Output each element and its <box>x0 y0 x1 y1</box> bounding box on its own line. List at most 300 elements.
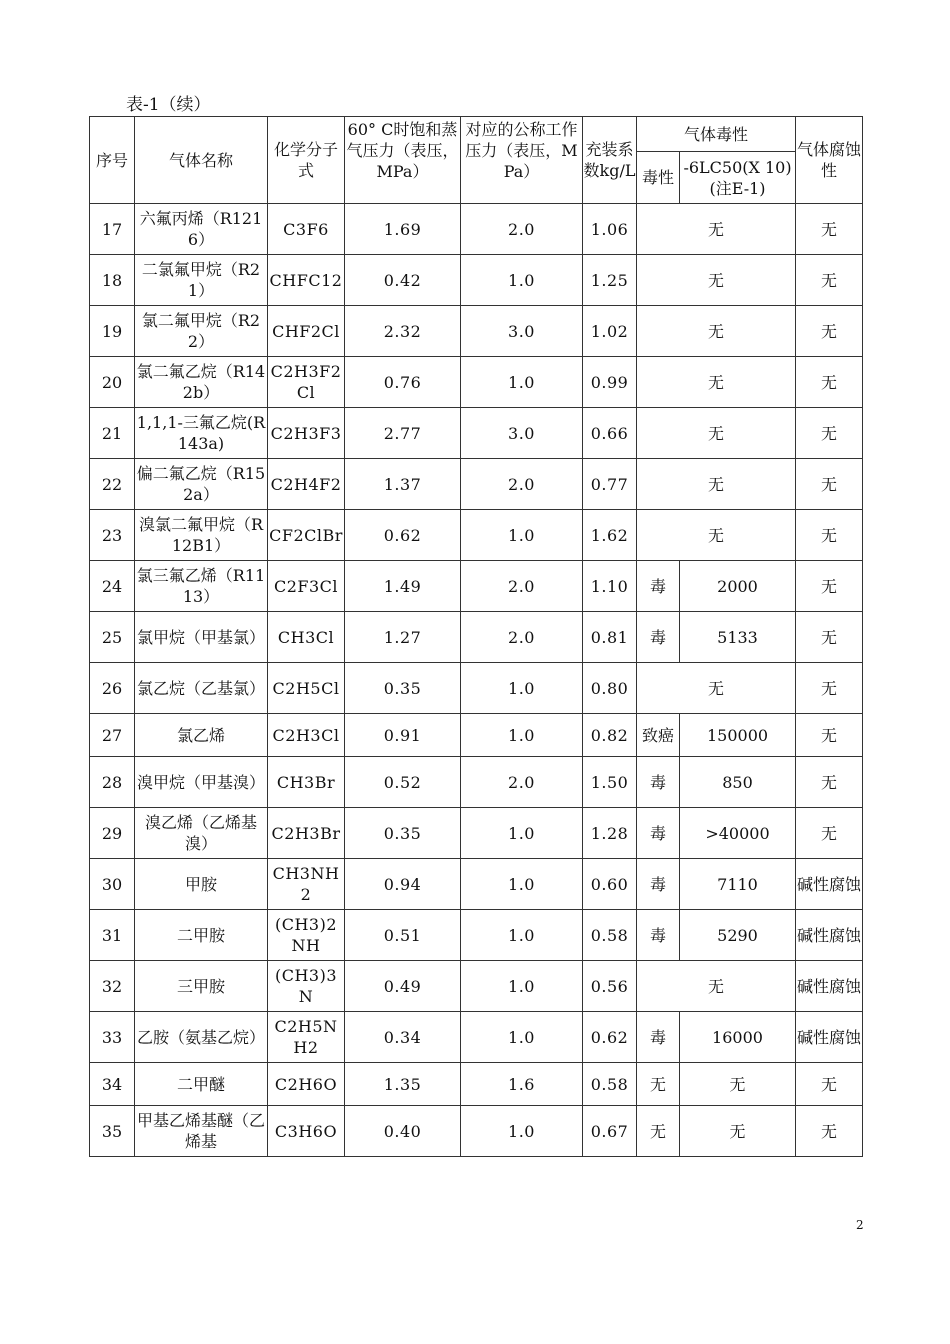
cell-toxicity <box>637 910 680 961</box>
cell-name-text: 氯乙烯 <box>176 725 225 745</box>
cell-formula <box>268 961 345 1012</box>
cell-corrosive <box>796 255 863 306</box>
cell-corrosive-text: 无 <box>821 372 838 392</box>
cell-name-text: 1,1,1-三氟乙烷(R143a) <box>136 413 266 453</box>
cell-name-text: 氯二氟甲烷（R22） <box>141 311 261 351</box>
table-row <box>90 1012 863 1063</box>
cell-seq-text: 32 <box>101 976 123 996</box>
cell-seq <box>90 561 135 612</box>
cell-saturation-pressure <box>345 306 461 357</box>
table-row <box>90 561 863 612</box>
cell-saturation-pressure-text: 0.52 <box>383 772 422 792</box>
cell-corrosive-text: 无 <box>821 678 838 698</box>
cell-toxicity-text: 无 <box>649 1121 666 1141</box>
cell-formula <box>268 306 345 357</box>
cell-fill-coefficient-text: 1.06 <box>590 219 629 239</box>
cell-nominal-pressure-text: 3.0 <box>508 321 535 341</box>
cell-nominal-pressure <box>461 859 583 910</box>
cell-name-text: 乙胺（氨基乙烷） <box>136 1027 265 1047</box>
cell-name-text: 二甲醚 <box>176 1074 225 1094</box>
cell-toxicity-text: 无 <box>649 1074 666 1094</box>
cell-nominal-pressure-text: 2.0 <box>508 627 535 647</box>
cell-corrosive <box>796 357 863 408</box>
cell-name <box>135 1012 268 1063</box>
cell-nominal-pressure <box>461 1106 583 1157</box>
cell-toxicity-text: 致癌 <box>641 725 674 745</box>
cell-toxicity-merged-text: 无 <box>708 321 725 341</box>
cell-name-text: 三甲胺 <box>176 976 225 996</box>
cell-corrosive-text: 碱性腐蚀 <box>797 1027 862 1047</box>
cell-toxicity <box>637 1063 680 1106</box>
cell-saturation-pressure <box>345 910 461 961</box>
cell-formula-text: C2H3F3 <box>270 423 342 443</box>
header-formula: 化学分子式 <box>268 117 345 204</box>
cell-fill-coefficient <box>583 510 637 561</box>
cell-nominal-pressure <box>461 561 583 612</box>
cell-seq <box>90 961 135 1012</box>
cell-formula <box>268 1012 345 1063</box>
cell-name-text: 溴氯二氟甲烷（R12B1） <box>138 515 264 555</box>
cell-name-text: 溴乙烯（乙烯基溴） <box>144 813 257 853</box>
cell-nominal-pressure <box>461 714 583 757</box>
cell-corrosive-text: 无 <box>821 1074 838 1094</box>
cell-formula <box>268 757 345 808</box>
table-row <box>90 808 863 859</box>
cell-formula <box>268 204 345 255</box>
cell-name <box>135 663 268 714</box>
header-nominal-pressure-text: 对应的公称工作压力（表压，MPa） <box>465 120 578 181</box>
cell-saturation-pressure-text: 0.35 <box>383 678 422 698</box>
table-row <box>90 714 863 757</box>
table-row <box>90 859 863 910</box>
cell-fill-coefficient-text: 0.77 <box>590 474 629 494</box>
table-row <box>90 408 863 459</box>
cell-saturation-pressure-text: 1.37 <box>383 474 422 494</box>
cell-corrosive <box>796 1012 863 1063</box>
cell-toxicity-text: 毒 <box>649 576 666 596</box>
cell-corrosive-text: 无 <box>821 576 838 596</box>
cell-nominal-pressure-text: 1.0 <box>508 270 535 290</box>
cell-lc50-text: 5133 <box>717 627 758 647</box>
cell-saturation-pressure <box>345 961 461 1012</box>
cell-fill-coefficient-text: 0.81 <box>590 627 629 647</box>
cell-seq <box>90 510 135 561</box>
table-row <box>90 612 863 663</box>
cell-lc50-text: 16000 <box>712 1027 763 1047</box>
cell-name <box>135 714 268 757</box>
header-nominal-pressure <box>461 117 583 204</box>
cell-corrosive-text: 碱性腐蚀 <box>797 874 862 894</box>
cell-saturation-pressure-text: 0.76 <box>383 372 422 392</box>
cell-nominal-pressure-text: 2.0 <box>508 474 535 494</box>
cell-corrosive <box>796 961 863 1012</box>
cell-name-text: 甲基乙烯基醚（乙烯基 <box>136 1111 265 1151</box>
cell-fill-coefficient-text: 0.82 <box>590 725 629 745</box>
cell-fill-coefficient <box>583 408 637 459</box>
table-row <box>90 255 863 306</box>
cell-saturation-pressure <box>345 714 461 757</box>
cell-formula-text: CF2ClBr <box>269 525 343 545</box>
cell-formula <box>268 357 345 408</box>
header-name: 气体名称 <box>135 117 268 204</box>
header-seq: 序号 <box>90 117 135 204</box>
cell-corrosive-text: 无 <box>821 725 838 745</box>
cell-saturation-pressure-text: 0.51 <box>383 925 422 945</box>
cell-nominal-pressure-text: 1.0 <box>508 372 535 392</box>
cell-corrosive-text: 无 <box>821 823 838 843</box>
cell-seq <box>90 808 135 859</box>
cell-seq-text: 22 <box>101 474 123 494</box>
cell-seq <box>90 204 135 255</box>
cell-name <box>135 408 268 459</box>
table-row <box>90 663 863 714</box>
cell-corrosive-text: 无 <box>821 423 838 443</box>
cell-lc50 <box>680 561 796 612</box>
cell-nominal-pressure-text: 1.6 <box>508 1074 535 1094</box>
cell-name-text: 氯三氟乙烯（R1113） <box>136 566 266 606</box>
cell-nominal-pressure-text: 1.0 <box>508 976 535 996</box>
cell-nominal-pressure-text: 1.0 <box>508 874 535 894</box>
cell-saturation-pressure-text: 0.42 <box>383 270 422 290</box>
cell-toxicity-text: 毒 <box>649 1027 666 1047</box>
cell-saturation-pressure <box>345 757 461 808</box>
cell-fill-coefficient <box>583 255 637 306</box>
cell-name <box>135 910 268 961</box>
cell-fill-coefficient <box>583 714 637 757</box>
cell-toxicity-merged-text: 无 <box>708 270 725 290</box>
cell-nominal-pressure <box>461 204 583 255</box>
cell-nominal-pressure-text: 3.0 <box>508 423 535 443</box>
cell-toxicity-text: 毒 <box>649 627 666 647</box>
cell-saturation-pressure <box>345 1063 461 1106</box>
cell-nominal-pressure-text: 1.0 <box>508 725 535 745</box>
cell-formula-text: C2H4F2 <box>270 474 342 494</box>
cell-toxicity <box>637 808 680 859</box>
cell-fill-coefficient <box>583 808 637 859</box>
cell-seq <box>90 408 135 459</box>
cell-toxicity-merged <box>637 459 796 510</box>
cell-saturation-pressure-text: 2.32 <box>383 321 422 341</box>
cell-name <box>135 961 268 1012</box>
cell-toxicity <box>637 859 680 910</box>
cell-lc50 <box>680 1106 796 1157</box>
cell-saturation-pressure-text: 1.49 <box>383 576 422 596</box>
cell-name <box>135 561 268 612</box>
cell-name-text: 二甲胺 <box>176 925 225 945</box>
table-row <box>90 961 863 1012</box>
cell-formula <box>268 561 345 612</box>
cell-saturation-pressure-text: 1.27 <box>383 627 422 647</box>
cell-fill-coefficient <box>583 910 637 961</box>
cell-fill-coefficient-text: 0.58 <box>590 925 629 945</box>
cell-lc50 <box>680 808 796 859</box>
cell-formula-text: C3F6 <box>283 219 329 239</box>
cell-corrosive-text: 无 <box>821 627 838 647</box>
cell-corrosive <box>796 757 863 808</box>
cell-name <box>135 1106 268 1157</box>
cell-seq <box>90 459 135 510</box>
table-row <box>90 357 863 408</box>
header-saturation-pressure-text: 60° C时饱和蒸气压力（表压，MPa） <box>346 120 459 181</box>
cell-fill-coefficient-text: 1.10 <box>590 576 629 596</box>
cell-formula <box>268 255 345 306</box>
cell-formula-text: (CH3)2NH <box>274 915 338 955</box>
cell-lc50-text: 2000 <box>717 576 758 596</box>
cell-formula <box>268 510 345 561</box>
cell-seq-text: 23 <box>101 525 123 545</box>
cell-seq <box>90 859 135 910</box>
cell-fill-coefficient-text: 1.50 <box>590 772 629 792</box>
cell-name-text: 六氟丙烯（R1216） <box>139 209 263 249</box>
cell-name <box>135 510 268 561</box>
cell-saturation-pressure <box>345 204 461 255</box>
cell-toxicity-merged-text: 无 <box>708 525 725 545</box>
cell-lc50 <box>680 859 796 910</box>
cell-saturation-pressure-text: 0.34 <box>383 1027 422 1047</box>
cell-corrosive-text: 无 <box>821 772 838 792</box>
cell-lc50-text: 7110 <box>717 874 758 894</box>
cell-name-text: 氯乙烷（乙基氯） <box>136 678 265 698</box>
cell-lc50-text: 850 <box>722 772 753 792</box>
cell-name-text: 氯甲烷（甲基氯） <box>136 627 265 647</box>
cell-saturation-pressure <box>345 612 461 663</box>
cell-corrosive <box>796 1063 863 1106</box>
cell-formula-text: C2H3F2Cl <box>270 362 342 402</box>
cell-name <box>135 357 268 408</box>
header-saturation-pressure <box>345 117 461 204</box>
cell-fill-coefficient-text: 0.60 <box>590 874 629 894</box>
cell-fill-coefficient-text: 0.66 <box>590 423 629 443</box>
cell-lc50-text: >40000 <box>705 823 770 843</box>
cell-corrosive <box>796 1106 863 1157</box>
cell-saturation-pressure-text: 0.91 <box>383 725 422 745</box>
cell-corrosive-text: 无 <box>821 1121 838 1141</box>
cell-corrosive <box>796 561 863 612</box>
cell-toxicity-text: 毒 <box>649 925 666 945</box>
cell-seq-text: 24 <box>101 576 123 596</box>
table-caption: 表-1（续） <box>126 95 211 115</box>
gas-property-table <box>89 116 863 1157</box>
cell-formula <box>268 910 345 961</box>
header-corrosive: 气体腐蚀性 <box>796 117 863 204</box>
cell-nominal-pressure <box>461 612 583 663</box>
cell-toxicity-merged <box>637 408 796 459</box>
cell-corrosive <box>796 306 863 357</box>
cell-name-text: 氯二氟乙烷（R142b） <box>136 362 266 402</box>
cell-seq <box>90 714 135 757</box>
cell-formula-text: CH3Cl <box>277 627 335 647</box>
table-row <box>90 1063 863 1106</box>
cell-formula <box>268 663 345 714</box>
cell-corrosive <box>796 510 863 561</box>
cell-nominal-pressure <box>461 663 583 714</box>
cell-fill-coefficient <box>583 357 637 408</box>
cell-corrosive-text: 碱性腐蚀 <box>797 976 862 996</box>
cell-saturation-pressure <box>345 459 461 510</box>
cell-saturation-pressure <box>345 357 461 408</box>
cell-formula-text: C3H6O <box>274 1121 338 1141</box>
cell-fill-coefficient-text: 0.56 <box>590 976 629 996</box>
cell-lc50 <box>680 757 796 808</box>
cell-name-text: 二氯氟甲烷（R21） <box>141 260 261 300</box>
cell-name <box>135 459 268 510</box>
cell-fill-coefficient-text: 0.58 <box>590 1074 629 1094</box>
cell-fill-coefficient-text: 0.62 <box>590 1027 629 1047</box>
cell-lc50-text: 无 <box>729 1121 746 1141</box>
cell-corrosive <box>796 204 863 255</box>
header-fill-coefficient: 充装系数kg/L <box>583 117 637 204</box>
cell-formula <box>268 459 345 510</box>
cell-seq-text: 25 <box>101 627 123 647</box>
cell-formula <box>268 1106 345 1157</box>
cell-fill-coefficient <box>583 612 637 663</box>
cell-toxicity-merged-text: 无 <box>708 372 725 392</box>
cell-fill-coefficient <box>583 306 637 357</box>
cell-saturation-pressure-text: 0.94 <box>383 874 422 894</box>
cell-fill-coefficient <box>583 859 637 910</box>
cell-corrosive-text: 无 <box>821 219 838 239</box>
cell-name <box>135 612 268 663</box>
cell-corrosive <box>796 459 863 510</box>
cell-formula-text: CHFC12 <box>269 270 343 290</box>
cell-formula-text: C2H6O <box>274 1074 338 1094</box>
cell-fill-coefficient <box>583 663 637 714</box>
cell-toxicity <box>637 1012 680 1063</box>
cell-seq-text: 26 <box>101 678 123 698</box>
cell-name <box>135 306 268 357</box>
page-number: 2 <box>856 1218 864 1232</box>
cell-toxicity-merged-text: 无 <box>708 976 725 996</box>
table-row <box>90 306 863 357</box>
cell-fill-coefficient-text: 1.28 <box>590 823 629 843</box>
cell-nominal-pressure-text: 1.0 <box>508 925 535 945</box>
cell-corrosive <box>796 612 863 663</box>
cell-formula <box>268 859 345 910</box>
table-row <box>90 757 863 808</box>
cell-formula-text: CH3Br <box>276 772 336 792</box>
cell-seq-text: 33 <box>101 1027 123 1047</box>
cell-seq-text: 21 <box>101 423 123 443</box>
cell-fill-coefficient-text: 0.99 <box>590 372 629 392</box>
cell-name <box>135 808 268 859</box>
cell-saturation-pressure <box>345 663 461 714</box>
cell-corrosive-text: 无 <box>821 270 838 290</box>
cell-seq <box>90 612 135 663</box>
cell-seq <box>90 255 135 306</box>
cell-lc50 <box>680 1012 796 1063</box>
cell-nominal-pressure <box>461 910 583 961</box>
cell-fill-coefficient <box>583 459 637 510</box>
cell-saturation-pressure-text: 0.40 <box>383 1121 422 1141</box>
cell-toxicity <box>637 714 680 757</box>
cell-seq-text: 20 <box>101 372 123 392</box>
cell-toxicity-text: 毒 <box>649 823 666 843</box>
cell-corrosive-text: 无 <box>821 474 838 494</box>
cell-formula <box>268 1063 345 1106</box>
cell-fill-coefficient-text: 1.62 <box>590 525 629 545</box>
cell-nominal-pressure-text: 1.0 <box>508 823 535 843</box>
cell-formula <box>268 612 345 663</box>
cell-seq <box>90 357 135 408</box>
cell-nominal-pressure <box>461 808 583 859</box>
cell-name-text: 甲胺 <box>184 874 217 894</box>
cell-corrosive <box>796 408 863 459</box>
cell-formula-text: C2H5Cl <box>272 678 340 698</box>
cell-fill-coefficient-text: 1.02 <box>590 321 629 341</box>
cell-toxicity-merged <box>637 204 796 255</box>
cell-formula-text: C2H3Br <box>271 823 341 843</box>
cell-formula-text: C2H3Cl <box>272 725 340 745</box>
cell-formula-text: C2H5NH2 <box>274 1017 338 1057</box>
cell-nominal-pressure <box>461 255 583 306</box>
cell-fill-coefficient <box>583 561 637 612</box>
cell-formula-text: CHF2Cl <box>272 321 340 341</box>
table-row <box>90 910 863 961</box>
cell-seq <box>90 1063 135 1106</box>
cell-nominal-pressure-text: 1.0 <box>508 1121 535 1141</box>
table-row <box>90 1106 863 1157</box>
cell-fill-coefficient <box>583 757 637 808</box>
cell-toxicity-merged-text: 无 <box>708 423 725 443</box>
cell-corrosive <box>796 808 863 859</box>
cell-saturation-pressure-text: 1.35 <box>383 1074 422 1094</box>
cell-nominal-pressure <box>461 459 583 510</box>
cell-saturation-pressure-text: 0.49 <box>383 976 422 996</box>
cell-toxicity-merged-text: 无 <box>708 219 725 239</box>
cell-nominal-pressure-text: 1.0 <box>508 678 535 698</box>
cell-nominal-pressure <box>461 408 583 459</box>
cell-seq-text: 35 <box>101 1121 123 1141</box>
cell-nominal-pressure <box>461 961 583 1012</box>
cell-nominal-pressure <box>461 757 583 808</box>
cell-nominal-pressure-text: 1.0 <box>508 1027 535 1047</box>
cell-corrosive <box>796 663 863 714</box>
cell-formula-text: (CH3)3N <box>274 966 338 1006</box>
cell-toxicity-text: 毒 <box>649 874 666 894</box>
cell-corrosive <box>796 859 863 910</box>
cell-saturation-pressure-text: 0.35 <box>383 823 422 843</box>
cell-seq-text: 17 <box>101 219 123 239</box>
cell-seq <box>90 1106 135 1157</box>
cell-toxicity-merged <box>637 306 796 357</box>
cell-seq-text: 34 <box>101 1074 123 1094</box>
table-row <box>90 510 863 561</box>
cell-name-text: 溴甲烷（甲基溴） <box>136 772 265 792</box>
cell-fill-coefficient-text: 0.67 <box>590 1121 629 1141</box>
cell-fill-coefficient-text: 0.80 <box>590 678 629 698</box>
cell-saturation-pressure <box>345 1106 461 1157</box>
cell-nominal-pressure-text: 2.0 <box>508 219 535 239</box>
cell-saturation-pressure <box>345 561 461 612</box>
cell-saturation-pressure <box>345 408 461 459</box>
cell-lc50 <box>680 1063 796 1106</box>
cell-seq-text: 31 <box>101 925 123 945</box>
header-toxicity-group: 气体毒性 <box>637 117 796 152</box>
cell-saturation-pressure <box>345 510 461 561</box>
cell-formula-text: CH3NH2 <box>272 864 340 904</box>
cell-fill-coefficient <box>583 204 637 255</box>
cell-corrosive <box>796 714 863 757</box>
cell-fill-coefficient <box>583 1063 637 1106</box>
cell-seq <box>90 757 135 808</box>
cell-seq <box>90 910 135 961</box>
cell-lc50-text: 150000 <box>706 725 769 745</box>
cell-nominal-pressure <box>461 1063 583 1106</box>
cell-name <box>135 255 268 306</box>
cell-nominal-pressure-text: 2.0 <box>508 576 535 596</box>
cell-fill-coefficient <box>583 1106 637 1157</box>
cell-corrosive-text: 碱性腐蚀 <box>797 925 862 945</box>
